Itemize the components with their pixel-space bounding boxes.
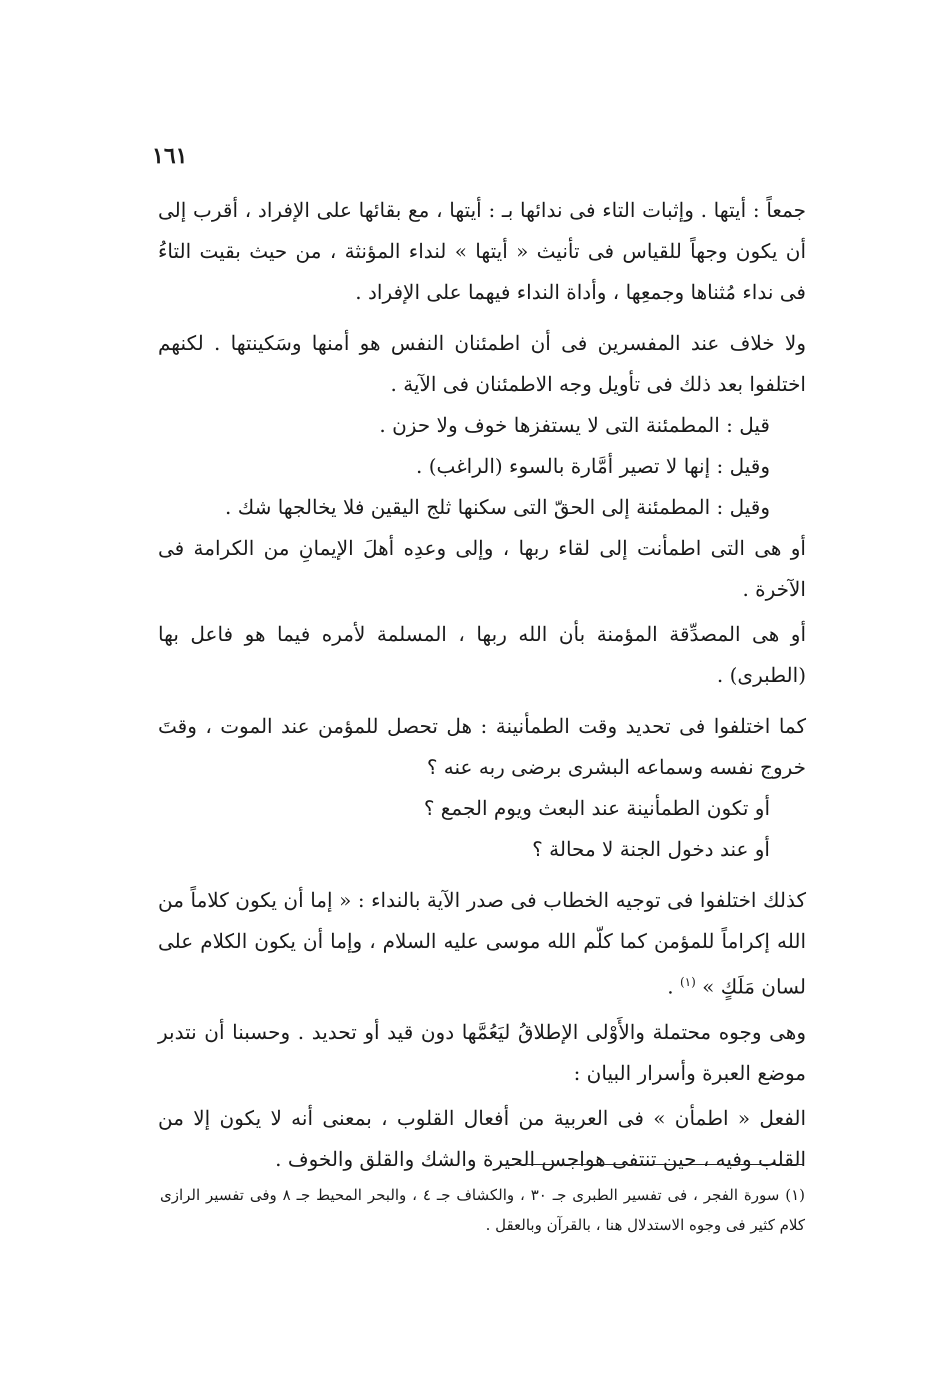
footnotes xyxy=(160,1180,805,1240)
paragraph-1: جمعاً : أيتها . وإثبات التاء فى ندائها بـ : أيتها ، مع بقائها على الإفراد ، أقرب إلى أن يكون وجهاً للقياس فى تأنيث « أيتها » لنداء المؤنثة ، من حيث بقيت التاءُ فى نداء مُثناها وجمعِها ، وأداة النداء فيهما على الإفراد . xyxy=(158,198,806,304)
footnote-divider xyxy=(507,1164,804,1165)
footnote-reference: (١) xyxy=(679,975,696,989)
paragraph-12: وهى وجوه محتملة والأَوْلى الإطلاقُ ليَعُمَّها دون قيد أو تحديد . وحسبنا أن نتدبر موضع العبرة وأسرار البيان : xyxy=(158,1019,806,1085)
paragraph-5: وقيل : المطمئنة إلى الحقّ التى سكنها ثلج اليقين فلا يخالجها شك . xyxy=(225,495,770,519)
paragraph-6: أو هى التى اطمأنت إلى لقاء ربها ، وإلى وعدِه أهلَ الإيمانِ من الكرامة فى الآخرة . xyxy=(158,536,806,601)
paragraph-13: الفعل « اطمأن » فى العربية من أفعال القلوب ، بمعنى أنه لا يكون إلا من القلب وفيه ، حين تنتفى هواجس الحيرة والشك والقلق والخوف . xyxy=(158,1105,806,1171)
paragraph-2: ولا خلاف عند المفسرين فى أن اطمئنان النفس هو أمنها وسَكينتها . لكنهم اختلفوا بعد ذلك فى تأويل وجه الاطمئنان فى الآية . xyxy=(158,331,806,396)
paragraph-11-text: كذلك اختلفوا فى توجيه الخطاب فى صدر الآية بالنداء : « إما أن يكون كلاماً من الله إكراماً للمؤمن كما كلّم الله موسى عليه السلام ، وإما أن يكون الكلام على لسان مَلَكٍ » xyxy=(158,888,806,999)
paragraph-10: أو عند دخول الجنة لا محالة ؟ xyxy=(532,837,770,861)
body-text xyxy=(158,190,806,1180)
footnote-1: (١) سورة الفجر ، فى تفسير الطبرى جـ ٣٠ ، والكشاف جـ ٤ ، والبحر المحيط جـ ٨ وفى تفسير الرازى كلام كثير فى وجوه الاستدلال هنا ، بالقرآن وبالعقل . xyxy=(160,1186,805,1234)
paragraph-8: كما اختلفوا فى تحديد وقت الطمأنينة : هل تحصل للمؤمن عند الموت ، وقتَ خروج نفسه وسماعه البشرى برضى ربه عنه ؟ xyxy=(158,714,806,779)
paragraph-11: كذلك اختلفوا فى توجيه الخطاب فى صدر الآية بالنداء : « إما أن يكون كلاماً من الله إكراماً للمؤمن كما كلّم الله موسى عليه السلام ، وإما أن يكون الكلام على لسان مَلَكٍ » $^{(١)}$ . xyxy=(158,888,806,999)
paragraph-3: قيل : المطمئنة التى لا يستفزها خوف ولا حزن . xyxy=(379,413,770,437)
paragraph-9: أو تكون الطمأنينة عند البعث ويوم الجمع ؟ xyxy=(423,796,770,820)
paragraph-7: أو هى المصدِّقة المؤمنة بأن الله ربها ، المسلمة لأمره فيما هو فاعل بها (الطبرى) . xyxy=(158,622,806,687)
page-number: ١٦١ xyxy=(152,143,188,169)
paragraph-4: وقيل : إنها لا تصير أمَّارة بالسوء (الراغب) . xyxy=(416,454,770,478)
